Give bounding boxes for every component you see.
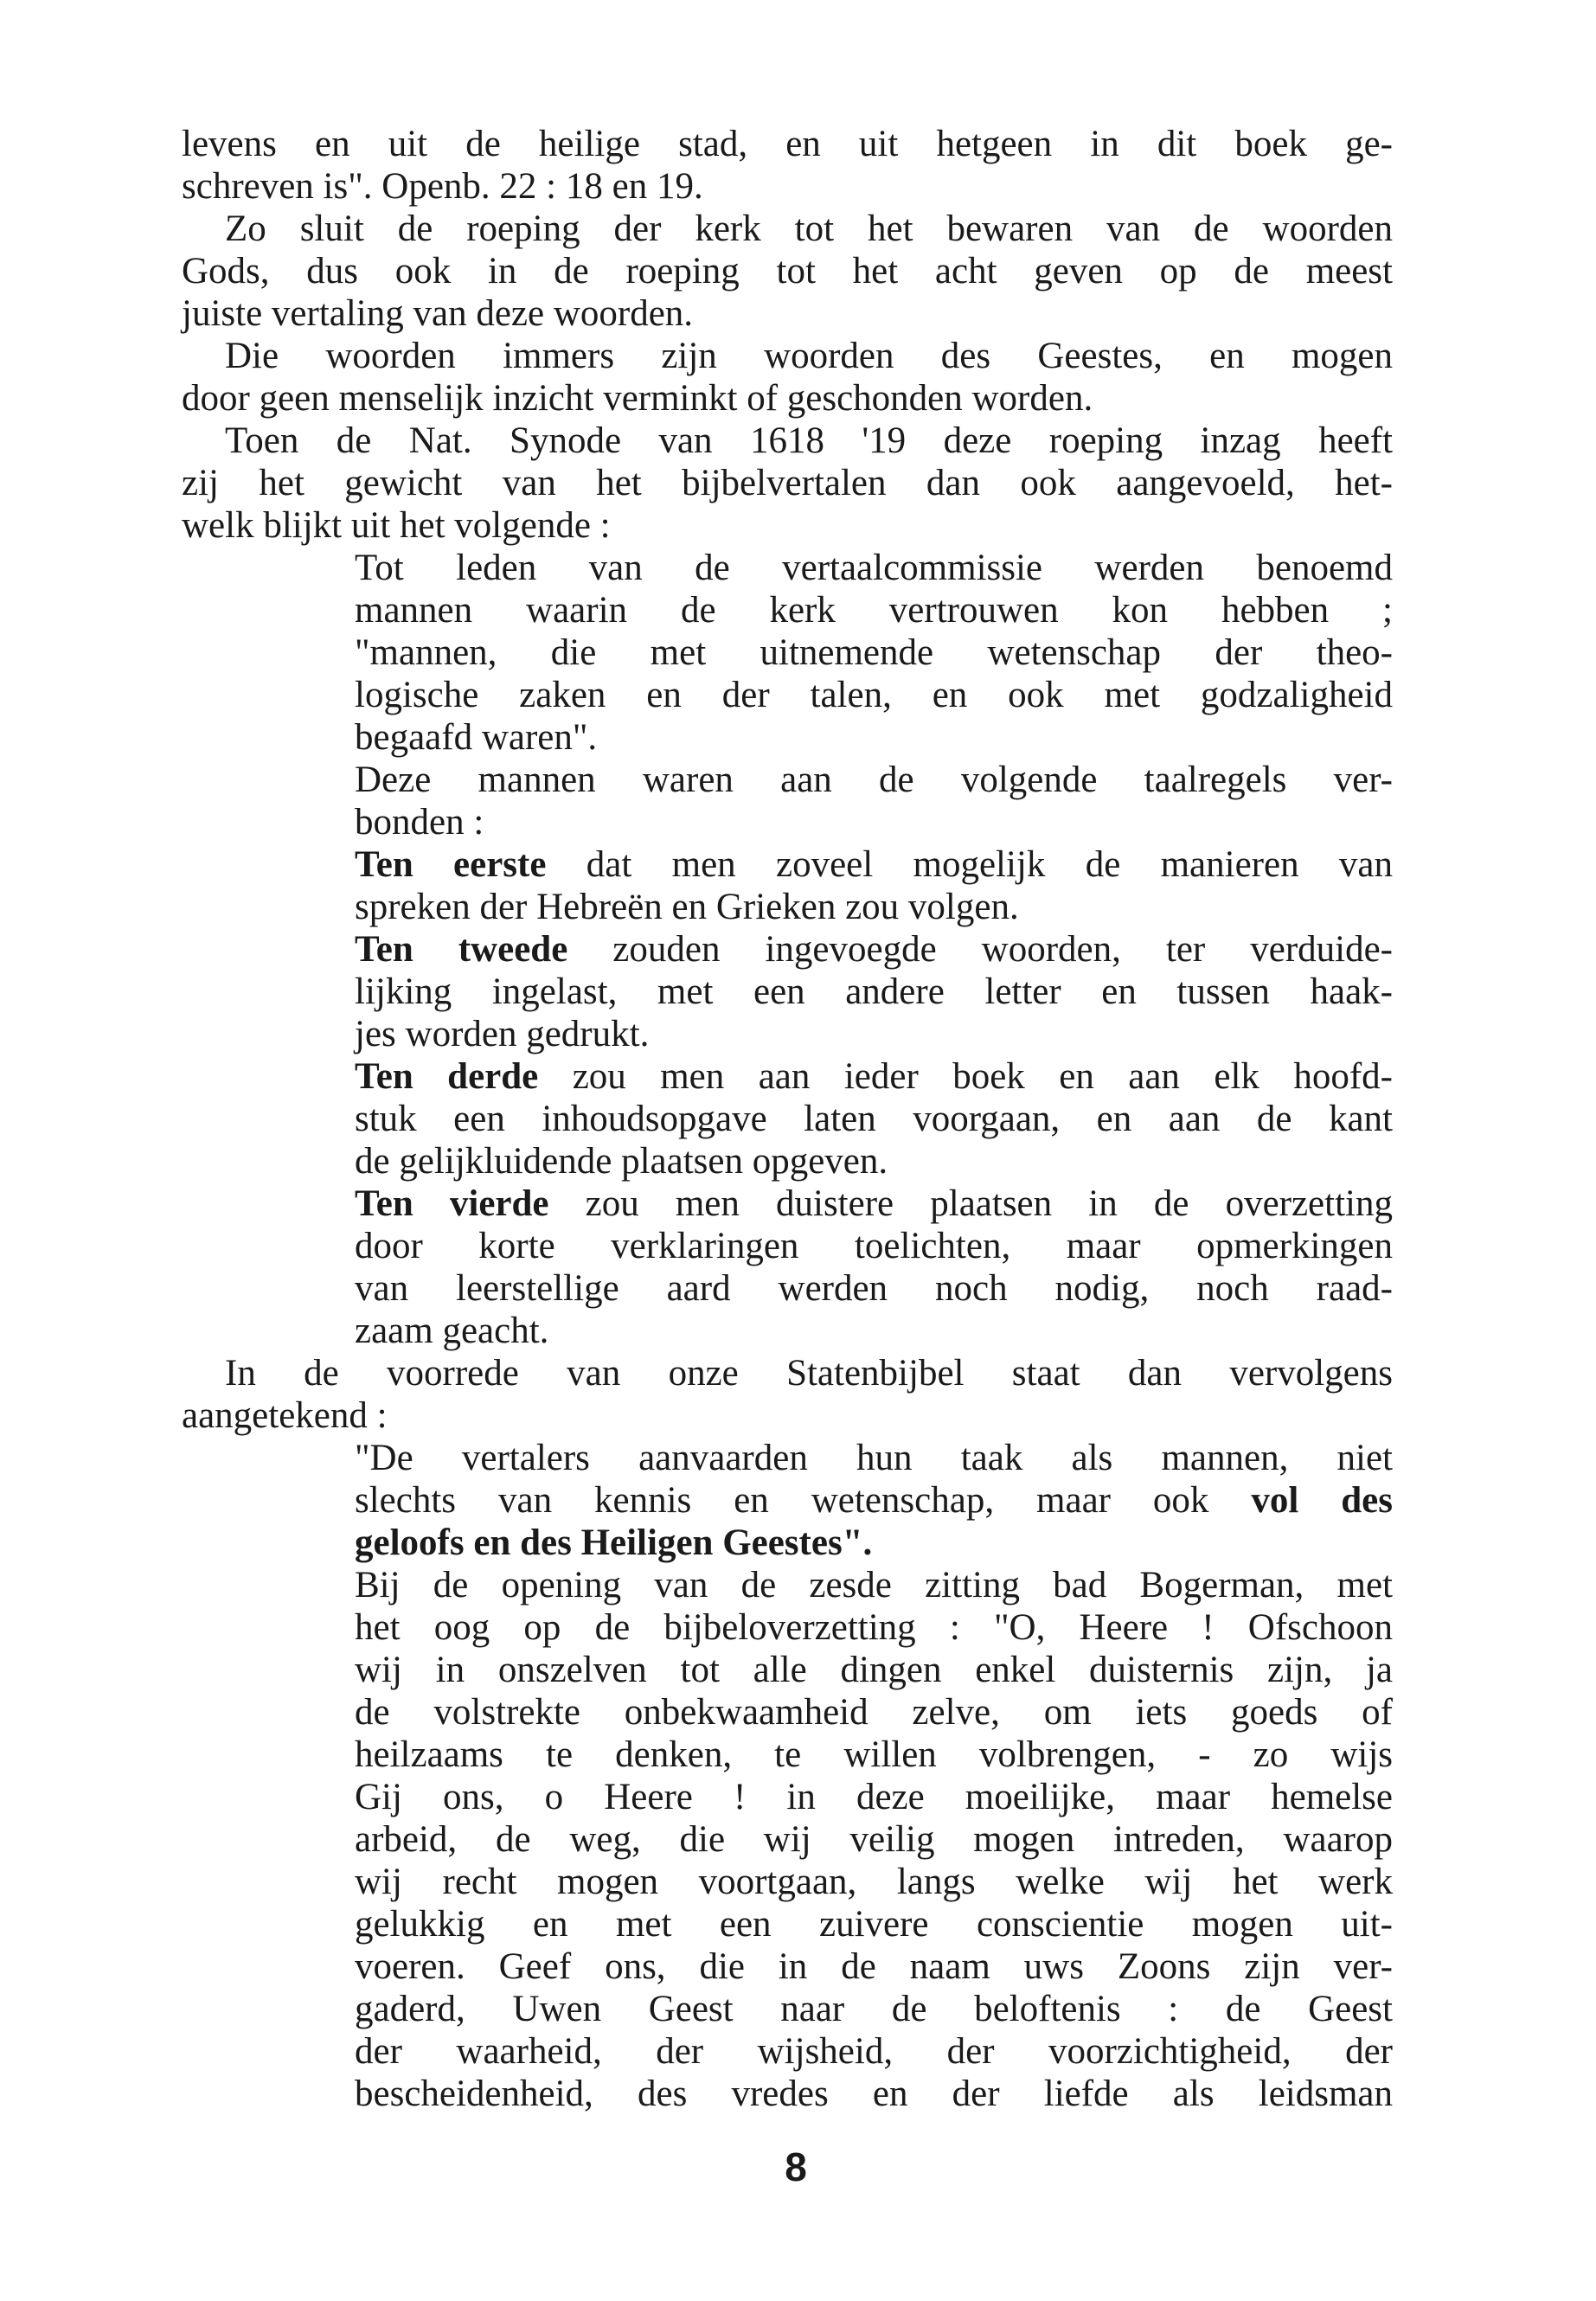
text-line: de gelijkluidende plaatsen opgeven. xyxy=(355,1141,888,1182)
text-line: gelukkig en met een zuivere conscientie mogen uit- xyxy=(355,1904,1393,1945)
text-line: Tot leden van de vertaalcommissie werden benoemd xyxy=(355,548,1393,588)
rule-text: zouden ingevoegde woorden, ter verduide- xyxy=(567,929,1393,970)
text-line: wij in onszelven tot alle dingen enkel duisternis zijn, ja xyxy=(355,1650,1393,1690)
text-line: In de voorrede van onze Statenbijbel staat dan vervolgens xyxy=(225,1353,1393,1394)
body-text xyxy=(182,123,1393,2115)
rule-text: zou men aan ieder boek en aan elk hoofd- xyxy=(538,1056,1393,1097)
text-line: bescheidenheid, des vredes en der liefde als leidsman xyxy=(355,2073,1393,2114)
text-line: welk blijkt uit het volgende : xyxy=(182,505,611,546)
text-line: Gods, dus ook in de roeping tot het acht geven op de meest xyxy=(182,251,1393,292)
text-line: jes worden gedrukt. xyxy=(355,1014,650,1054)
rule-line xyxy=(355,1055,1393,1098)
text-line: het oog op de bijbeloverzetting : "O, Heere ! Ofschoon xyxy=(355,1607,1393,1648)
text-line: "De vertalers aanvaarden hun taak als mannen, niet xyxy=(355,1438,1393,1478)
rule-line xyxy=(355,843,1393,886)
text-line: "mannen, die met uitnemende wetenschap der theo- xyxy=(355,632,1393,673)
rule-heading: Ten tweede xyxy=(355,929,568,970)
text-line: mannen waarin de kerk vertrouwen kon hebben ; xyxy=(355,590,1393,631)
quote-bold: vol des xyxy=(1251,1480,1394,1521)
rule-heading: Ten derde xyxy=(355,1056,539,1097)
rule-heading: Ten vierde xyxy=(355,1183,549,1224)
text-line: lijking ingelast, met een andere letter en tussen haak- xyxy=(355,971,1393,1012)
text-line: Gij ons, o Heere ! in deze moeilijke, maar hemelse xyxy=(355,1777,1393,1817)
text-line: door korte verklaringen toelichten, maar opmerkingen xyxy=(355,1226,1393,1266)
text-line: logische zaken en der talen, en ook met godzaligheid xyxy=(355,675,1393,715)
text-line: de volstrekte onbekwaamheid zelve, om iets goeds of xyxy=(355,1692,1393,1733)
text-line: door geen menselijk inzicht verminkt of geschonden worden. xyxy=(182,378,1093,419)
text-line: juiste vertaling van deze woorden. xyxy=(182,293,694,334)
quote-text: slechts van kennis en wetenschap, maar ook xyxy=(355,1480,1252,1521)
text-line: gaderd, Uwen Geest naar de beloftenis : de Geest xyxy=(355,1989,1393,2029)
text-line: Toen de Nat. Synode van 1618 '19 deze roeping inzag heeft xyxy=(225,420,1393,461)
rule-line xyxy=(355,1183,1393,1225)
text-line: arbeid, de weg, die wij veilig mogen intreden, waarop xyxy=(355,1819,1393,1860)
text-line xyxy=(355,1522,1393,1564)
text-line: spreken der Hebreën en Grieken zou volgen. xyxy=(355,887,1019,927)
text-line: aangetekend : xyxy=(182,1395,388,1436)
text-line: Zo sluit de roeping der kerk tot het bewaren van de woorden xyxy=(225,208,1393,249)
text-line: stuk een inhoudsopgave laten voorgaan, en aan de kant xyxy=(355,1099,1393,1139)
rule-line xyxy=(355,928,1393,971)
text-line: zaam geacht. xyxy=(355,1311,549,1351)
text-line: bonden : xyxy=(355,802,484,843)
text-line: Deze mannen waren aan de volgende taalregels ver- xyxy=(355,760,1393,800)
rule-text: zou men duistere plaatsen in de overzetting xyxy=(548,1183,1393,1224)
text-line: begaafd waren". xyxy=(355,717,598,758)
text-line: Die woorden immers zijn woorden des Geestes, en mogen xyxy=(225,336,1393,376)
text-line xyxy=(355,1479,1393,1522)
text-line: levens en uit de heilige stad, en uit hetgeen in dit boek ge- xyxy=(182,124,1393,164)
text-line: Bij de opening van de zesde zitting bad Bogerman, met xyxy=(355,1565,1393,1606)
text-line: voeren. Geef ons, die in de naam uws Zoons zijn ver- xyxy=(355,1946,1393,1987)
rule-heading: Ten eerste xyxy=(355,844,547,885)
text-line: der waarheid, der wijsheid, der voorzichtigheid, der xyxy=(355,2031,1393,2072)
text-line: wij recht mogen voortgaan, langs welke wij het werk xyxy=(355,1862,1393,1902)
text-line: heilzaams te denken, te willen volbrengen, - zo wijs xyxy=(355,1734,1393,1775)
quote-bold: geloofs en des Heiligen Geestes". xyxy=(355,1522,873,1563)
text-line: zij het gewicht van het bijbelvertalen dan ook aangevoeld, het- xyxy=(182,463,1393,503)
rule-text: dat men zoveel mogelijk de manieren van xyxy=(546,844,1393,885)
text-line: van leerstellige aard werden noch nodig, noch raad- xyxy=(355,1268,1393,1309)
page-number: 8 xyxy=(785,2144,807,2189)
text-line: schreven is". Openb. 22 : 18 en 19. xyxy=(182,166,703,207)
